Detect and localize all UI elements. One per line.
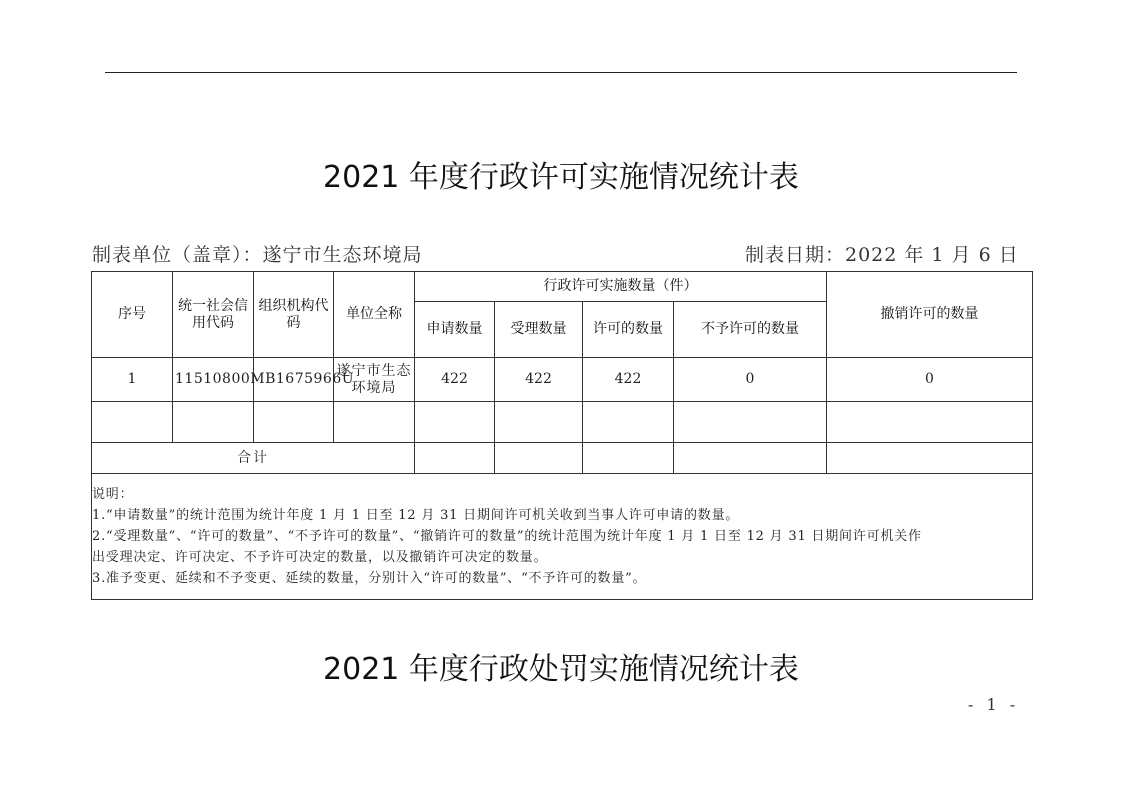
total-row	[92, 443, 1033, 474]
notes	[92, 474, 1033, 600]
cell-seq: 1	[92, 358, 173, 402]
header-permit-count: 许可的数量	[583, 302, 674, 358]
empty-cell	[254, 402, 334, 443]
second-report-title: 2021 年度行政处罚实施情况统计表	[323, 652, 799, 687]
cell-unit-name: 遂宁市生态环境局	[334, 358, 415, 402]
header-permit-count-group: 行政许可实施数量（件）	[415, 272, 827, 302]
empty-cell	[334, 402, 415, 443]
cell-permit-count: 422	[583, 358, 674, 402]
permit-stats-table	[91, 271, 1033, 600]
total-apply	[415, 443, 495, 474]
empty-cell	[495, 402, 583, 443]
cell-credit-code: 11510800MB1675966U	[173, 358, 254, 402]
note-line: 1.“申请数量”的统计范围为统计年度 1 月 1 日至 12 月 31 日期间许可机关收到当事人许可申请的数量。	[92, 508, 740, 523]
total-permit	[583, 443, 674, 474]
prepared-date: 制表日期：2022 年 1 月 6 日	[745, 244, 1019, 266]
header-seq: 序号	[92, 272, 173, 358]
empty-cell	[674, 402, 827, 443]
header-unit-name: 单位全称	[334, 272, 415, 358]
table-row-empty	[92, 402, 1033, 443]
total-deny	[674, 443, 827, 474]
header-deny-count: 不予许可的数量	[674, 302, 827, 358]
notes-heading: 说明：	[92, 487, 134, 502]
report-title: 2021 年度行政许可实施情况统计表	[323, 160, 799, 195]
empty-cell	[92, 402, 173, 443]
notes-row	[92, 474, 1033, 600]
prepared-by-unit: 制表单位（盖章）：遂宁市生态环境局	[92, 244, 423, 266]
empty-cell	[827, 402, 1033, 443]
empty-cell	[583, 402, 674, 443]
total-label: 合计	[92, 443, 415, 474]
header-accept-count: 受理数量	[495, 302, 583, 358]
cell-accept-count: 422	[495, 358, 583, 402]
header-revoke-count: 撤销许可的数量	[827, 272, 1033, 358]
header-credit-code: 统一社会信用代码	[173, 272, 254, 358]
cell-revoke-count: 0	[827, 358, 1033, 402]
cell-apply-count: 422	[415, 358, 495, 402]
cell-deny-count: 0	[674, 358, 827, 402]
empty-cell	[173, 402, 254, 443]
table-row	[92, 358, 1033, 402]
header-org-code: 组织机构代码	[254, 272, 334, 358]
empty-cell	[415, 402, 495, 443]
total-revoke	[827, 443, 1033, 474]
note-line: 出受理决定、许可决定、不予许可决定的数量，以及撤销许可决定的数量。	[92, 550, 548, 565]
header-rule	[105, 72, 1017, 73]
total-accept	[495, 443, 583, 474]
note-line: 3.准予变更、延续和不予变更、延续的数量，分别计入“许可的数量”、“不予许可的数量”。	[92, 571, 647, 586]
page-number: - 1 -	[968, 695, 1020, 714]
note-line: 2.“受理数量”、“许可的数量”、“不予许可的数量”、“撤销许可的数量”的统计范围为统计年度 1 月 1 日至 12 月 31 日期间许可机关作	[92, 529, 922, 544]
header-apply-count: 申请数量	[415, 302, 495, 358]
